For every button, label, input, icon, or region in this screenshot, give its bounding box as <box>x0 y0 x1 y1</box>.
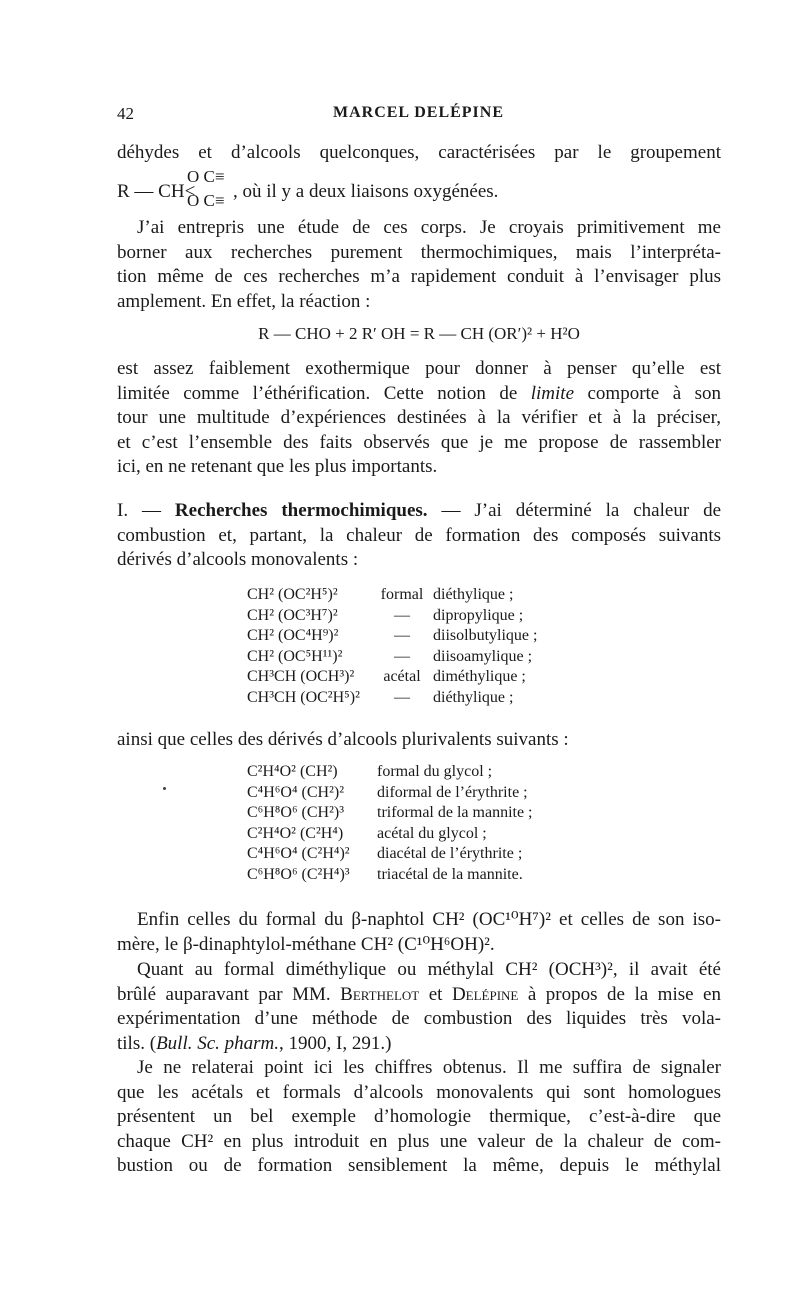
page-header <box>117 104 720 128</box>
para1-line-4: amplement. En effet, la réaction : <box>117 290 371 312</box>
para1-line-1: J’ai entrepris une étude de ces corps. Je croyais primitivement me <box>137 217 721 238</box>
section1-line-1: I. — Recherches thermochimiques. — J’ai déterminé la chaleur de <box>117 500 721 521</box>
reaction-formula: R — CHO + 2 R′ OH = R — CH (OR′)² + H²O <box>258 324 580 343</box>
paragraph-4 <box>117 958 721 1056</box>
list-item: CH² (OC²H⁵)² formal diéthylique ; <box>247 586 514 604</box>
paragraph-5 <box>117 1056 721 1179</box>
para2-line-1: est assez faiblement exothermique pour donner à penser qu’elle est <box>117 358 721 379</box>
section1-line-2: combustion et, partant, la chaleur de formation des composés suivants <box>117 524 721 546</box>
list-item: CH³CH (OC²H⁵)² — diéthylique ; <box>247 688 514 706</box>
para5-line-3: présentent un bel exemple d’homologie thermique, c’est-à-dire que <box>117 1106 721 1127</box>
para2-line-3: tour une multitude d’expériences destinées à la vérifier et à la préciser, <box>117 407 721 428</box>
author-delepine: Delépine <box>451 983 519 1005</box>
monovalent-list <box>247 585 537 708</box>
formula-oc-bottom: O C≡ <box>187 191 225 210</box>
list-item: C⁶H⁸O⁶ (C²H⁴)³ triacétal de la mannite. <box>247 865 523 883</box>
italic-limite: limite <box>530 382 575 404</box>
list-item: CH² (OC⁴H⁹)² — diisolbutylique ; <box>247 627 538 645</box>
section-1 <box>117 499 721 573</box>
author-berthelot: Berthelot <box>340 983 420 1005</box>
formula-r-ch: R — CH< <box>117 181 196 202</box>
formula-comment: , où il y a deux liaisons oxygénées. <box>233 181 499 202</box>
paragraph-1 <box>117 216 721 314</box>
list-item: C⁴H⁶O⁴ (C²H⁴)² diacétal de l’érythrite ; <box>247 845 523 863</box>
para2-line-5: ici, en ne retenant que les plus importants. <box>117 456 438 477</box>
para5-line-5: bustion ou de formation sensiblement la même, depuis le méthylal <box>117 1155 721 1176</box>
list-item: C⁶H⁸O⁶ (CH²)³ triformal de la mannite ; <box>247 804 533 822</box>
journal-citation: Bull. Sc. pharm. <box>156 1032 280 1054</box>
list-item: CH³CH (OCH³)² acétal diméthylique ; <box>247 668 526 686</box>
plurivalent-list <box>247 762 533 885</box>
para2-line-2: limitée comme l’éthérification. Cette notion de limite comporte à son <box>117 382 721 404</box>
intro-line-1: déhydes et d’alcools quelconques, caractérisées par le groupement <box>117 142 721 163</box>
para5-line-1: Je ne relaterai point ici les chiffres obtenus. Il me suffira de signaler <box>137 1057 721 1078</box>
paragraph-3 <box>117 908 721 957</box>
list-item: C²H⁴O² (C²H⁴) acétal du glycol ; <box>247 824 487 842</box>
para5-line-4: chaque CH² en plus introduit en plus une valeur de la chaleur de com- <box>117 1130 721 1152</box>
list-item: C²H⁴O² (CH²) formal du glycol ; <box>247 763 493 781</box>
reaction-equation <box>117 322 721 347</box>
print-speck <box>163 787 166 790</box>
page-number: 42 <box>117 104 134 123</box>
para5-line-2: que les acétals et formals d’alcools monovalents qui sont homologues <box>117 1081 721 1103</box>
para1-line-3: tion même de ces recherches m’a rapidement conduit à l’envisager plus <box>117 266 721 287</box>
para3-line-2: mère, le β-dinaphtylol-méthane CH² (C¹⁰H⁶OH)². <box>117 933 495 955</box>
para4-line-2: brûlé auparavant par MM. Berthelot et Delépine à propos de la mise en <box>117 983 721 1005</box>
para4-line-1: Quant au formal diméthylique ou méthylal CH² (OCH³)², il avait été <box>137 959 721 980</box>
list-item: CH² (OC⁵H¹¹)² — diisoamylique ; <box>247 647 533 665</box>
intro-text <box>117 141 721 166</box>
para3-line-1: Enfin celles du formal du β-naphtol CH² (OC¹⁰H⁷)² et celles de son iso- <box>137 909 722 930</box>
section1-line-3: dérivés d’alcools monovalents : <box>117 549 359 570</box>
section-heading: Recherches thermochimiques. <box>174 500 428 521</box>
para2-line-4: et c’est l’ensemble des faits observés que je me propose de rassembler <box>117 431 721 453</box>
plural-intro-line: ainsi que celles des dérivés d’alcools plurivalents suivants : <box>117 729 569 750</box>
para1-line-2: borner aux recherches purement thermochimiques, mais l’interpréta- <box>117 241 721 263</box>
formula-oc-top: O C≡ <box>187 167 225 186</box>
plurivalent-intro <box>117 728 721 753</box>
paragraph-2 <box>117 357 721 480</box>
list-item: CH² (OC³H⁷)² — dipropylique ; <box>247 606 524 624</box>
running-title: MARCEL DELÉPINE <box>332 104 505 121</box>
list-item: C⁴H⁶O⁴ (CH²)² diformal de l’érythrite ; <box>247 783 528 801</box>
para4-line-4: tils. (Bull. Sc. pharm., 1900, I, 291.) <box>117 1032 392 1054</box>
para4-line-3: expérimentation d’une méthode de combustion des liquides très vola- <box>117 1008 721 1029</box>
